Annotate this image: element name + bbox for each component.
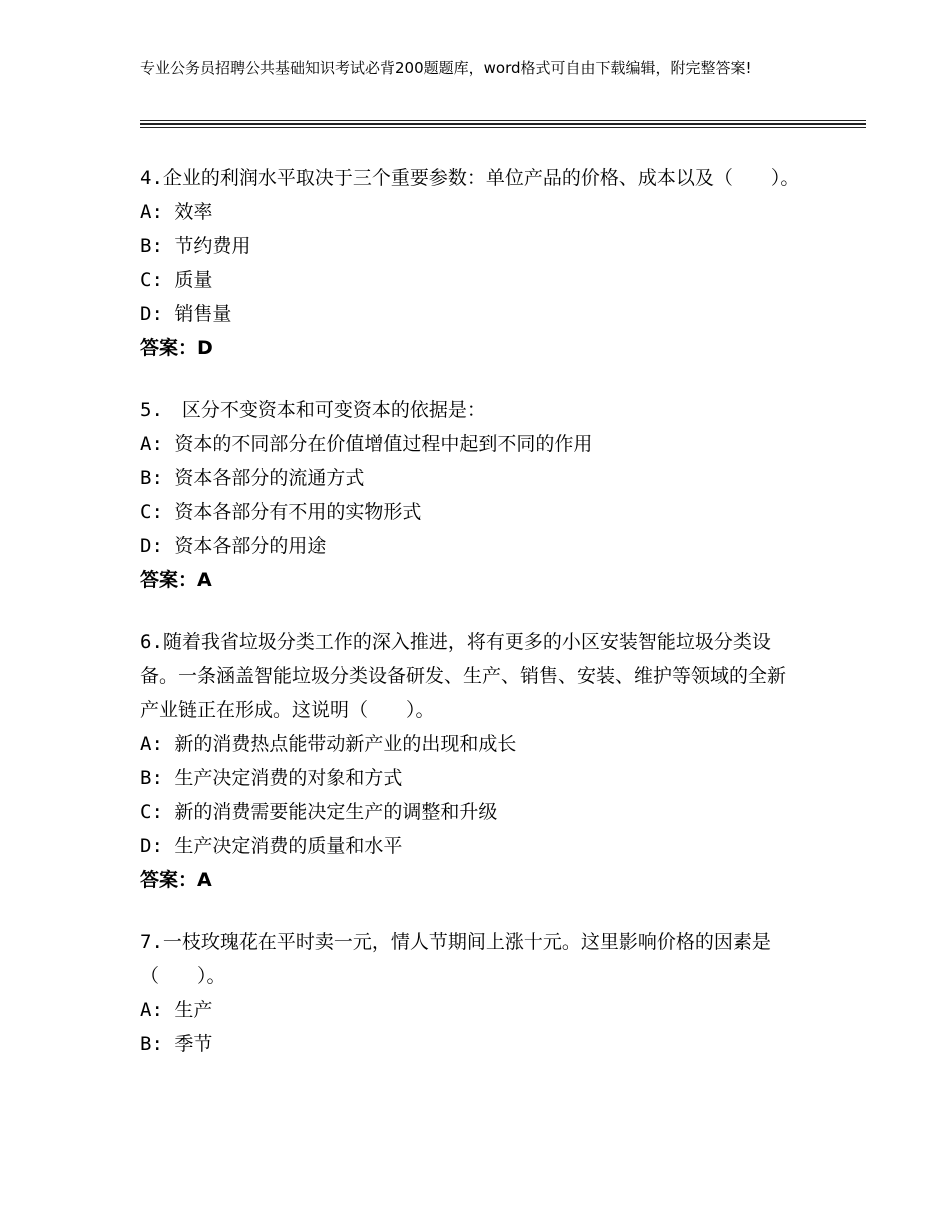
question-stem: 4.企业的利润水平取决于三个重要参数：单位产品的价格、成本以及（ ）。 [140, 167, 800, 189]
option-c: C: 质量 [140, 269, 213, 291]
header-rule-middle [140, 123, 866, 125]
question-list [140, 161, 800, 1089]
option-d: D: 销售量 [140, 303, 232, 325]
question-6 [140, 625, 800, 897]
question-5 [140, 393, 800, 597]
document-header [140, 56, 830, 80]
option-b: B: 资本各部分的流通方式 [140, 467, 365, 489]
question-7 [140, 925, 800, 1061]
question-4 [140, 161, 800, 365]
header-rule-bottom [140, 127, 866, 128]
option-a: A: 资本的不同部分在价值增值过程中起到不同的作用 [140, 433, 593, 455]
option-a: A: 生产 [140, 999, 213, 1021]
question-stem: 5. 区分不变资本和可变资本的依据是： [140, 399, 486, 421]
question-stem: 6.随着我省垃圾分类工作的深入推进，将有更多的小区安装智能垃圾分类设备。一条涵盖智能垃圾分类设备研发、生产、销售、安装、维护等领域的全新产业链正在形成。这说明（ ）。 [140, 631, 787, 721]
option-b: B: 生产决定消费的对象和方式 [140, 767, 403, 789]
question-stem: 7.一枝玫瑰花在平时卖一元，情人节期间上涨十元。这里影响价格的因素是（ ）。 [140, 931, 771, 987]
option-c: C: 资本各部分有不用的实物形式 [140, 501, 422, 523]
answer: 答案：A [140, 569, 212, 591]
option-b: B: 季节 [140, 1033, 213, 1055]
option-a: A: 效率 [140, 201, 213, 223]
option-b: B: 节约费用 [140, 235, 251, 257]
option-d: D: 资本各部分的用途 [140, 535, 327, 557]
option-d: D: 生产决定消费的质量和水平 [140, 835, 403, 857]
option-a: A: 新的消费热点能带动新产业的出现和成长 [140, 733, 517, 755]
answer: 答案：D [140, 337, 213, 359]
option-c: C: 新的消费需要能决定生产的调整和升级 [140, 801, 498, 823]
header-rule-top [140, 120, 866, 121]
answer: 答案：A [140, 869, 212, 891]
header-text: 专业公务员招聘公共基础知识考试必背200题题库，word格式可自由下载编辑，附完整答案! [140, 59, 752, 77]
